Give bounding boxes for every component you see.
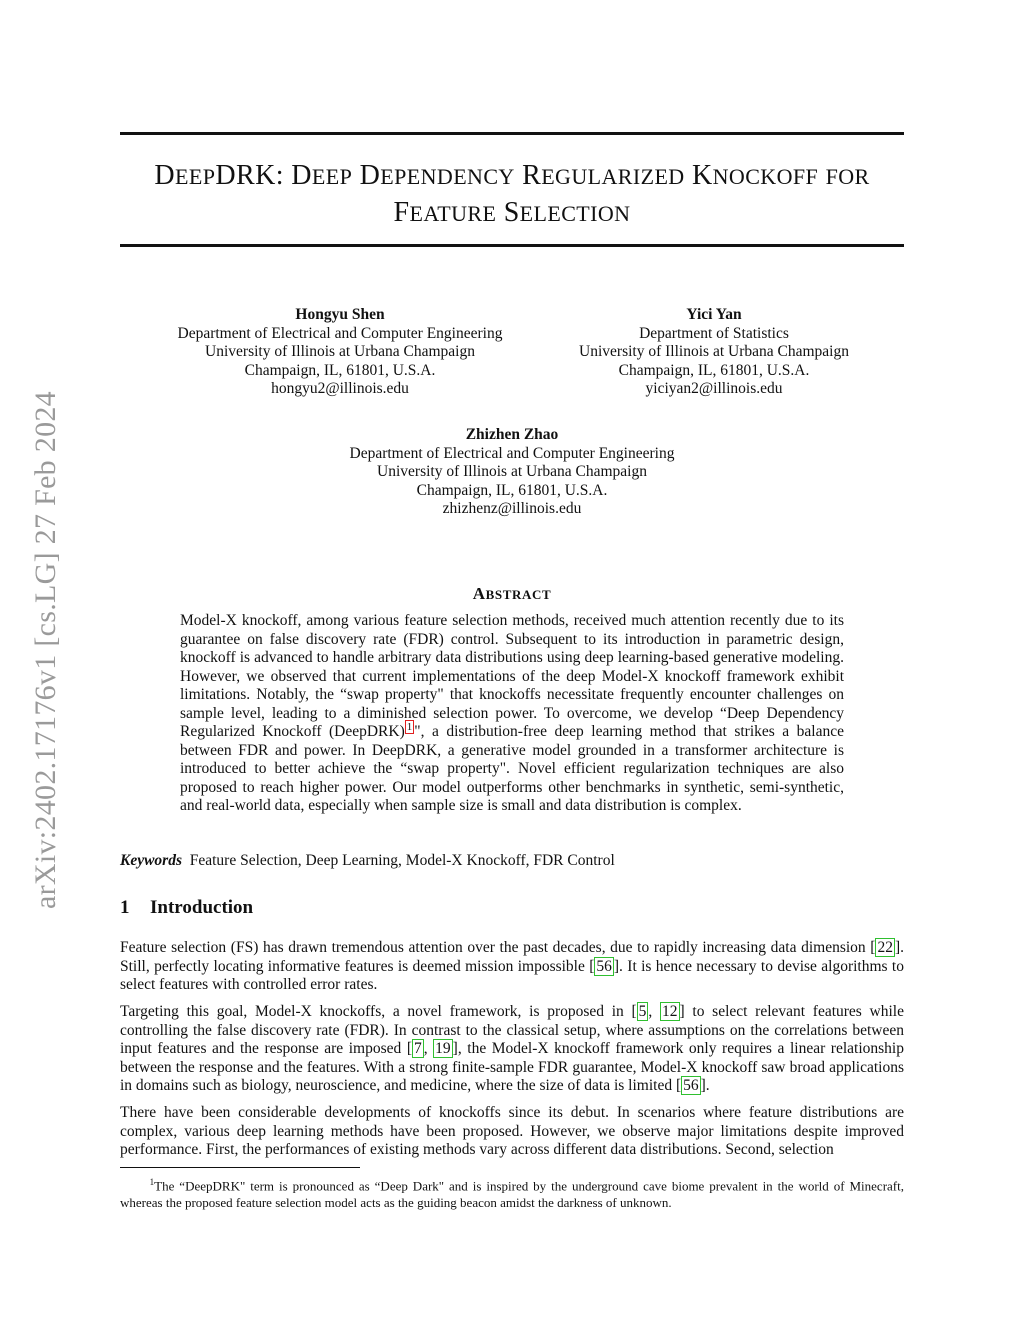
- paragraph-text: ] to select relevant features while controlling the false discovery rate (FDR). In contrast to the classical setup, where assumptions on the correlations between input features and the response are imposed [: [120, 1003, 904, 1057]
- section-number: 1: [120, 897, 130, 918]
- citation-link[interactable]: 7: [413, 1040, 422, 1057]
- author-university: University of Illinois at Urbana Champaign: [205, 343, 475, 360]
- author-address: Champaign, IL, 61801, U.S.A.: [416, 481, 608, 499]
- footnote-rule: [120, 1167, 360, 1168]
- title-top-rule: [120, 132, 904, 135]
- author-name: Hongyu Shen: [295, 306, 385, 323]
- title-bottom-rule: [120, 244, 904, 247]
- author-address: Champaign, IL, 61801, U.S.A.: [244, 361, 436, 379]
- author-address: Champaign, IL, 61801, U.S.A.: [618, 361, 810, 379]
- author-department: Department of Electrical and Computer Engineering: [177, 324, 503, 342]
- keywords-label: Keywords: [120, 852, 182, 869]
- author-department: Department of Statistics: [639, 324, 789, 342]
- footnote-text: The “DeepDRK" term is pronounced as “Deep Dark" and is inspired by the underground cave biome prevalent in the world of Minecraft, whereas the proposed feature selection model acts as the guiding beacon amidst the darkness of unknown.: [120, 1178, 904, 1211]
- abstract-text-1: Model-X knockoff, among various feature selection methods, received much attention recently due to its guarantee on false discovery rate (FDR) control. Subsequent to its introduction in parametric design, knockoff is advanced to handle arbitrary data distributions using deep learning-based generative modeling. However, we observed that current implementations of the deep Model-X knockoff framework exhibit limitations. Notably, the “swap property" that knockoffs necessitate frequently encounter challenges on sample level, leading to a diminished selection power. To overcome, we develop “Deep Dependency Regularized Knockoff (DeepDRK): [180, 612, 844, 740]
- intro-paragraph-1: [120, 939, 904, 995]
- author-block-1: [140, 306, 540, 399]
- author-university: University of Illinois at Urbana Champaign: [377, 463, 647, 480]
- footnote: [120, 1174, 904, 1211]
- author-email: zhizhenz@illinois.edu: [442, 500, 582, 517]
- footnote-ref-link[interactable]: 1: [406, 720, 413, 733]
- abstract-text-2: ", a distribution-free deep learning method that strikes a balance between FDR and power. In DeepDRK, a generative model grounded in a transformer architecture is introduced to better achieve the “swap property". Novel efficient regularization techniques are also proposed to reach higher power. Our model outperforms other benchmarks in synthetic, semi-synthetic, and real-world data, especially when sample size is small and data distribution is complex.: [180, 723, 844, 814]
- arxiv-identifier: arXiv:2402.17176v1 [cs.LG] 27 Feb 2024: [29, 391, 62, 910]
- citation-link[interactable]: 19: [435, 1040, 451, 1057]
- author-name: Zhizhen Zhao: [465, 426, 559, 443]
- author-block-2: [554, 306, 874, 399]
- paragraph-text: Targeting this goal, Model-X knockoffs, a novel framework, is proposed in [: [120, 1003, 637, 1020]
- author-name: Yici Yan: [686, 306, 742, 323]
- author-email: yiciyan2@illinois.edu: [645, 380, 783, 397]
- citation-link[interactable]: 22: [877, 939, 893, 956]
- section-title: Introduction: [150, 897, 254, 918]
- citation-link[interactable]: 5: [638, 1003, 647, 1020]
- abstract-body: [180, 612, 844, 816]
- author-email: hongyu2@illinois.edu: [271, 380, 409, 397]
- author-department: Department of Electrical and Computer Engineering: [349, 444, 675, 462]
- intro-paragraph-2: Targeting this goal, Model-X knockoffs, a novel framework, is proposed in [ 5 , 12 ] to select relevant features while controlling the false discovery rate (FDR). In contrast to the classical setup, where assumptions on the correlations between input features and the response are imposed [ 7 , 19 ], the Model-X knockoff framework only requires a linear relationship between the response and the features. With a strong finite-sample FDR guarantee, Model-X knockoff saw broad applications in domains such as biology, neuroscience, and medicine, where the size of data is limited [ 56 ].: [120, 1003, 904, 1094]
- title-line-1: DEEPDRK: DEEP DEPENDENCY REGULARIZED KNOCKOFF FOR: [154, 160, 870, 191]
- footnote-mark: 1: [149, 1177, 155, 1187]
- paragraph-text: ], the Model-X knockoff framework only requires a linear relationship between the response and the features. With a strong finite-sample FDR guarantee, Model-X knockoff saw broad applications in domains such as biology, neuroscience, and medicine, where the size of data is limited [: [120, 1040, 904, 1094]
- intro-paragraph-3: There have been considerable developments of knockoffs since its debut. In scenarios where feature distributions are complex, various deep learning methods have been proposed. However, we observe major limitations despite improved performance. First, the performances of existing methods vary across different data distributions. Second, selection: [120, 1104, 904, 1158]
- paragraph-text: Feature selection (FS) has drawn tremendous attention over the past decades, due to rapidly increasing data dimension [: [120, 939, 876, 956]
- paragraph-text: ]. Still, perfectly locating informative features is deemed mission impossible [: [120, 939, 904, 975]
- citation-link[interactable]: 56: [596, 957, 612, 975]
- paper-title: [120, 158, 904, 232]
- author-university: University of Illinois at Urbana Champaign: [579, 343, 849, 360]
- keywords-line: [120, 851, 615, 870]
- paragraph-text: ].: [700, 1077, 710, 1094]
- author-block-3: [312, 426, 712, 519]
- citation-link[interactable]: 12: [662, 1003, 678, 1020]
- citation-link[interactable]: 56: [683, 1077, 699, 1094]
- abstract-heading: ABSTRACT: [472, 584, 552, 603]
- section-heading: [120, 897, 253, 919]
- keywords-text: Feature Selection, Deep Learning, Model-X Knockoff, FDR Control: [189, 852, 615, 869]
- paragraph-text: ]. It is hence necessary to devise algorithms to select features with controlled error rates.: [120, 957, 904, 993]
- title-line-2: FEATURE SELECTION: [393, 197, 631, 228]
